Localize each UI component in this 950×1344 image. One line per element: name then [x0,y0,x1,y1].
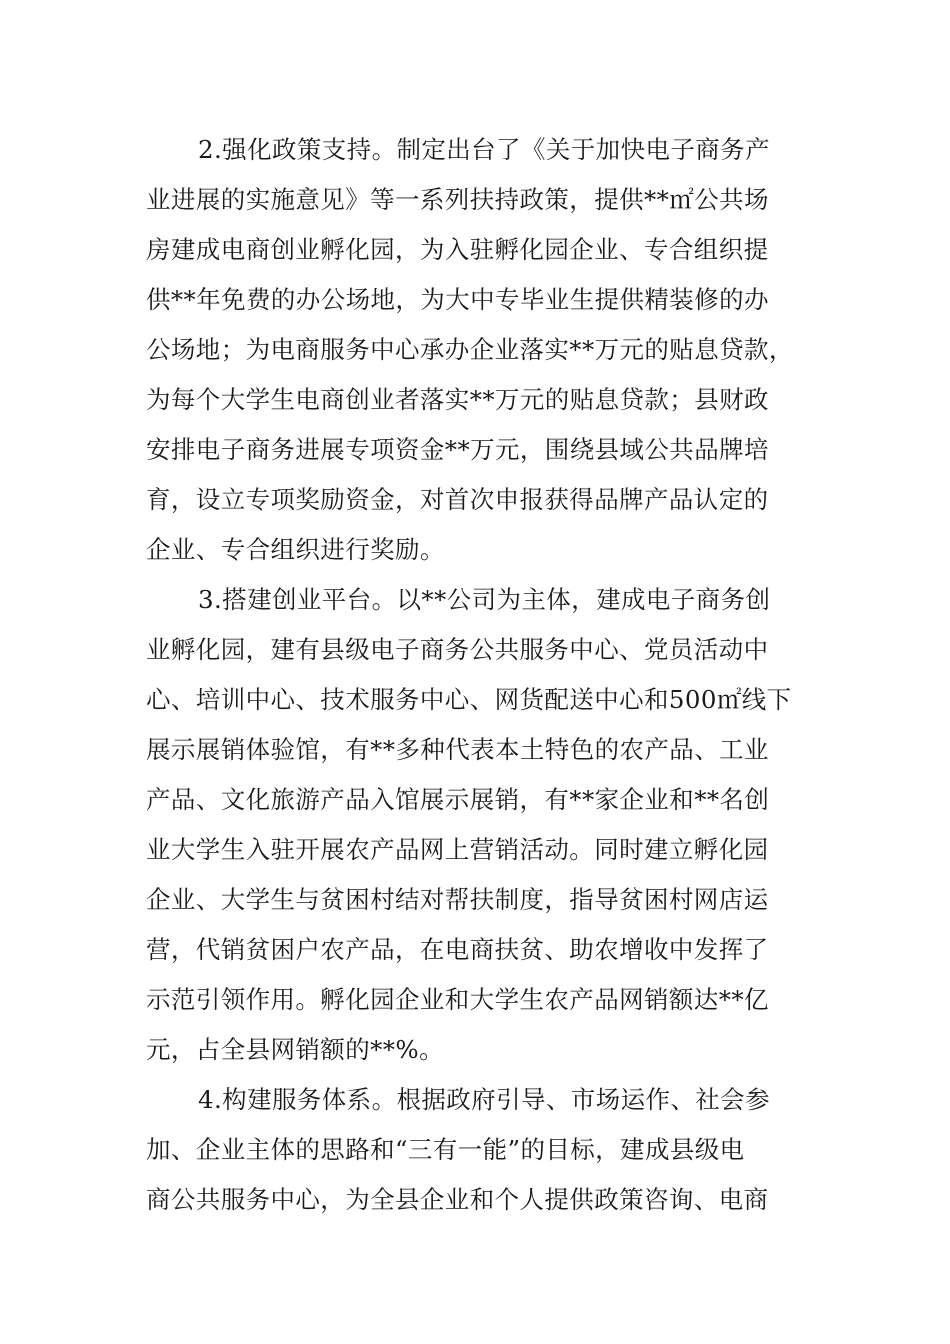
text-line-21: 加、企业主体的思路和“三有一能”的目标，建成县级电 [146,1135,745,1164]
text-line-22: 商公共服务中心，为全县企业和个人提供政策咨询、电商 [146,1185,769,1214]
text-line-14: 产品、文化旅游产品入馆展示展销，有**家企业和**名创 [146,785,770,814]
text-line-11: 业孵化园，建有县级电子商务公共服务中心、党员活动中 [146,635,769,664]
text-line-13: 展示展销体验馆，有**多种代表本土特色的农产品、工业 [146,735,769,764]
text-line-19: 元，占全县网销额的**%。 [146,1035,444,1064]
text-line-7: 安排电子商务进展专项资金**万元，围绕县域公共品牌培 [146,435,769,464]
text-line-10: 3.搭建创业平台。以**公司为主体，建成电子商务创 [198,585,771,614]
text-line-2: 业进展的实施意见》等一系列扶持政策，提供**㎡公共场 [146,185,769,214]
text-line-17: 营，代销贫困户农产品，在电商扶贫、助农增收中发挥了 [146,935,769,964]
text-line-6: 为每个大学生电商创业者落实**万元的贴息贷款；县财政 [146,385,769,414]
text-line-20: 4.构建服务体系。根据政府引导、市场运作、社会参 [198,1085,770,1114]
text-line-1: 2.强化政策支持。制定出台了《关于加快电子商务产 [198,135,770,164]
text-line-5: 公场地；为电商服务中心承办企业落实**万元的贴息贷款， [146,335,794,364]
text-line-18: 示范引领作用。孵化园企业和大学生农产品网销额达**亿 [146,985,769,1014]
text-line-15: 业大学生入驻开展农产品网上营销活动。同时建立孵化园 [146,835,769,864]
text-line-12: 心、培训中心、技术服务中心、网货配送中心和500㎡线下 [146,685,792,714]
text-line-8: 育，设立专项奖励资金，对首次申报获得品牌产品认定的 [146,485,769,514]
text-line-9: 企业、专合组织进行奖励。 [146,535,445,564]
text-line-4: 供**年免费的办公场地，为大中专毕业生提供精装修的办 [146,285,769,314]
text-line-16: 企业、大学生与贫困村结对帮扶制度，指导贫困村网店运 [146,885,769,914]
text-line-3: 房建成电商创业孵化园，为入驻孵化园企业、专合组织提 [146,235,769,264]
